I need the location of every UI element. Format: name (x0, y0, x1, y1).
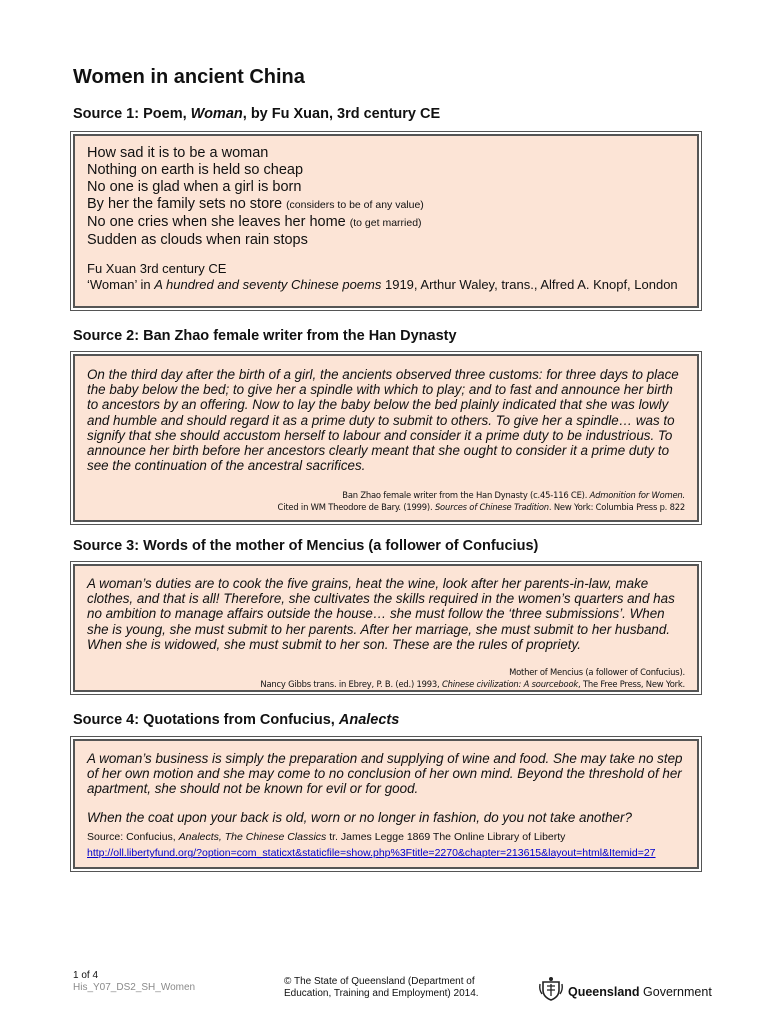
poem-line: Nothing on earth is held so cheap (87, 162, 304, 178)
source1-heading: Source 1: Poem, Woman, by Fu Xuan, 3rd century CE (73, 106, 441, 122)
source2-box (73, 354, 699, 522)
source3-citation-line2: Nancy Gibbs trans. in Ebrey, P. B. (ed.) 1993, Chinese civilization: A sourcebook, The Free Press, New York. (260, 679, 685, 690)
poem-credit-publication: ‘Woman’ in A hundred and seventy Chinese poems 1919, Arthur Waley, trans., Alfred A. Knopf, London (87, 277, 678, 292)
source4-link[interactable]: http://oll.libertyfund.org/?option=com_staticxt&staticfile=show.php%3Ftitle=2270&chapter=213615&layout=html&Itemid=27 (87, 847, 656, 860)
poem-line: Sudden as clouds when rain stops (87, 232, 308, 248)
poem-line: No one cries when she leaves her home (to get married) (87, 214, 422, 230)
page-number: 1 of 4 (73, 970, 99, 981)
poem-line: How sad it is to be a woman (87, 145, 269, 161)
poem-line: No one is glad when a girl is born (87, 179, 302, 195)
source2-citation-line2: Cited in WM Theodore de Bary. (1999). Sources of Chinese Tradition. New York: Columbia Press p. 822 (277, 502, 685, 513)
source2-quote: On the third day after the birth of a girl, the ancients observed three customs: for three days to place the baby below the bed; to give her a spindle with which to play; and to fast and announce her birth to ancestors by an offering. Now to lay the baby below the bed plainly indicated that she was lowly and humble and should regard it as a prime duty to submit to others. To give her a spindle… was to signify that she should accustom herself to labour and consider it a prime duty to be industrious. To announce her birth before her ancestors clearly meant that she ought to consider it a prime duty to see the continuation of the ancestral sacrifices. (87, 367, 679, 474)
source4-quote1: A woman’s business is simply the preparation and supplying of wine and food. She may take no step of her own motion and she may come to no conclusion of her own mind. Beyond the threshold of her apartment, she should not be known for evil or for good. (87, 751, 683, 797)
source4-heading: Source 4: Quotations from Confucius, Analects (73, 712, 400, 728)
footer-page-info (73, 970, 195, 994)
poem-line: By her the family sets no store (considers to be of any value) (87, 196, 424, 212)
source3-quote: A woman’s duties are to cook the five grains, heat the wine, look after her parents-in-law, make clothes, and that is all! Therefore, she cultivates the skills required in the women’s quarters and has no ambition to manage affairs outside the house… she must follow the ‘three submissions’. When she is young, she must submit to her parents. After her marriage, she must submit to her husband. When she is widowed, she must submit to her son. These are the rules of propriety. (87, 576, 675, 652)
page-title: Women in ancient China (73, 66, 305, 88)
source2-citation-line1: Ban Zhao female writer from the Han Dynasty (c.45-116 CE). Admonition for Women. (342, 490, 685, 501)
source2-heading: Source 2: Ban Zhao female writer from the Han Dynasty (73, 328, 457, 344)
footer-copyright: © The State of Queensland (Department of Education, Training and Employment) 2014. (284, 976, 479, 999)
poem-credit-author: Fu Xuan 3rd century CE (87, 261, 227, 276)
queensland-government-wordmark: Queensland Government (568, 984, 712, 999)
source3-heading: Source 3: Words of the mother of Mencius (a follower of Confucius) (73, 538, 539, 554)
source3-citation-line1: Mother of Mencius (a follower of Confucius). (509, 667, 685, 678)
source4-citation: Source: Confucius, Analects, The Chinese Classics tr. James Legge 1869 The Online Library of Liberty (87, 830, 566, 843)
source1-box (73, 134, 699, 308)
queensland-crest-icon (538, 976, 564, 1007)
source4-box (73, 739, 699, 869)
source4-quote2: When the coat upon your back is old, worn or no longer in fashion, do you not take another? (87, 809, 632, 825)
queensland-government-logo (538, 976, 712, 1007)
source3-box (73, 564, 699, 692)
document-code: His_Y07_DS2_SH_Women (73, 982, 196, 993)
